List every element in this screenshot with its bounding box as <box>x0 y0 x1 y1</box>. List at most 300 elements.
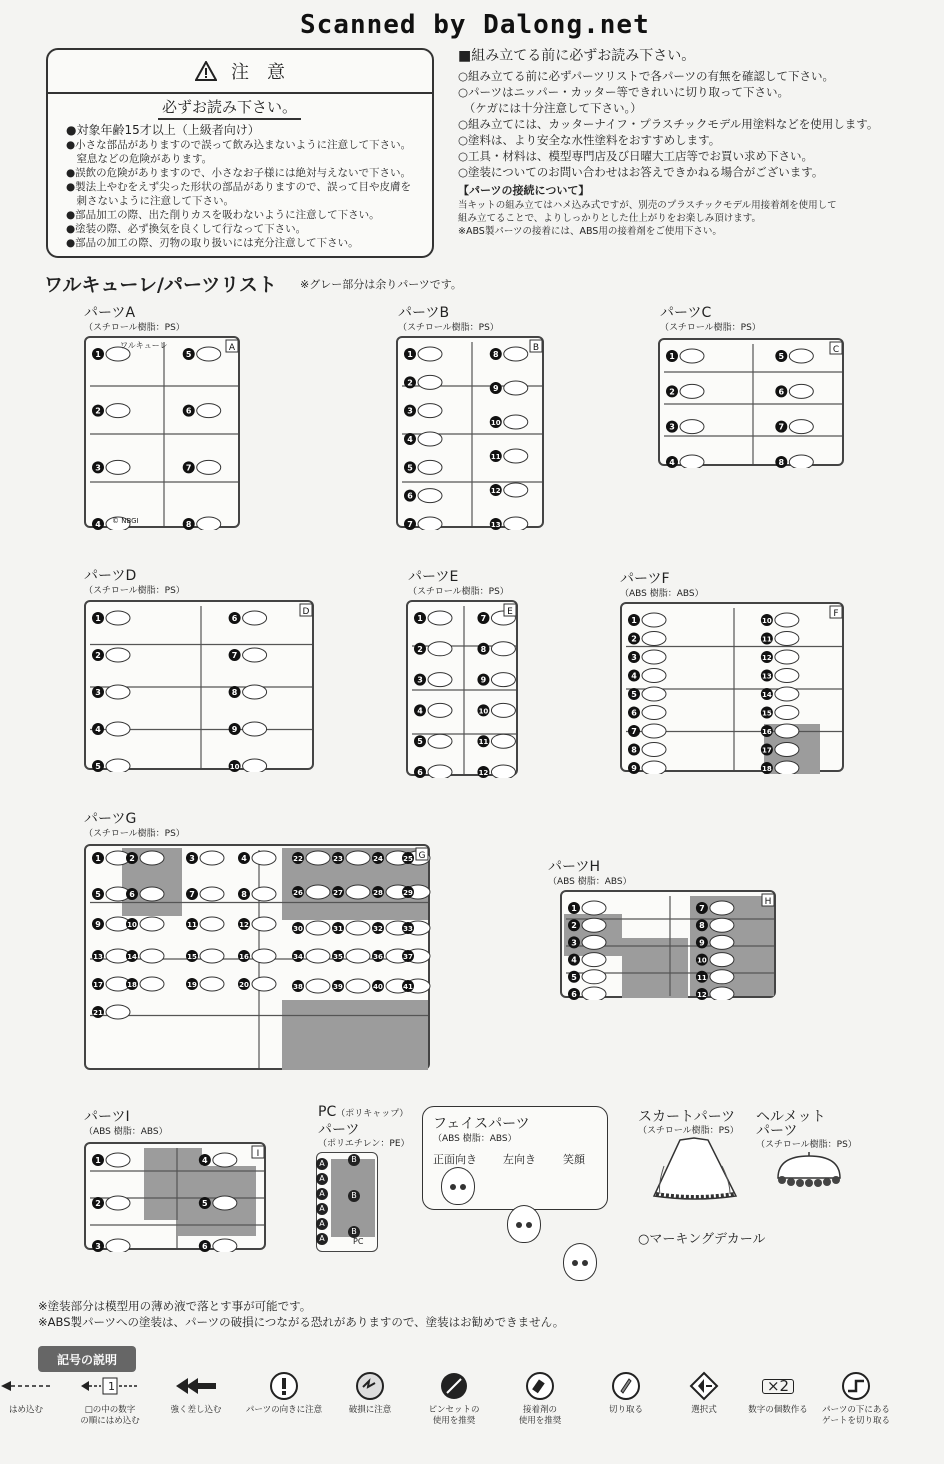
caution-item: 刺さないように注意して下さい。 <box>66 195 234 207</box>
part-number-marker <box>696 971 708 983</box>
tweezers-icon <box>412 1370 496 1402</box>
part-number: 20 <box>239 981 249 989</box>
part-shape <box>775 687 799 701</box>
part-number: 1 <box>571 904 577 913</box>
sprue-a-tag: ワルキューレ <box>120 341 168 350</box>
part-number: 9 <box>699 938 705 948</box>
part-shape <box>418 489 442 503</box>
part-number-marker <box>568 936 580 948</box>
part-number: 27 <box>333 889 343 897</box>
parts-connection-text: 当キットの組み立てはハメ込み式ですが、別売のプラスチックモデル用接着剤を使用して <box>458 200 837 211</box>
part-number: 6 <box>231 614 238 623</box>
part-number-marker <box>372 852 384 864</box>
part-number: 14 <box>127 953 137 961</box>
part-number-marker <box>568 902 580 914</box>
face-view-smile-label: 笑顔 <box>563 1153 585 1166</box>
part-number-marker <box>199 1197 211 1209</box>
part-shape <box>504 483 528 497</box>
part-shape <box>306 921 330 935</box>
face-view-front-label: 正面向き <box>433 1153 477 1166</box>
part-number: 8 <box>241 890 247 899</box>
part-number: 3 <box>95 463 101 473</box>
part-number: 3 <box>407 406 413 416</box>
part-shape <box>418 375 442 389</box>
caution-list <box>66 122 428 250</box>
part-shape <box>491 734 515 748</box>
part-number-marker <box>332 922 344 934</box>
double-arrow-icon <box>154 1370 238 1402</box>
pc-label: PC（ポリキャップ） <box>318 1104 409 1120</box>
sprue-letter: D <box>302 607 310 617</box>
pc-part-b-marker: B <box>348 1226 360 1238</box>
sprue-b-material: （スチロール樹脂：PS） <box>398 323 499 333</box>
face-parts-label: フェイスパーツ <box>433 1116 530 1132</box>
legend-item <box>814 1370 898 1427</box>
part-number: 6 <box>631 708 637 718</box>
legend-item <box>0 1370 68 1416</box>
part-shape <box>252 917 276 931</box>
part-number-marker <box>568 954 580 966</box>
part-shape <box>710 987 734 1000</box>
part-number: 2 <box>129 854 135 863</box>
part-number-marker <box>186 950 198 962</box>
sprue-d-label: パーツD <box>84 568 137 584</box>
part-number-marker <box>666 421 678 433</box>
sprue-letter-marker <box>762 894 774 907</box>
part-number-marker <box>372 886 384 898</box>
part-number: 35 <box>333 953 343 961</box>
part-number-marker <box>92 852 104 864</box>
part-number-marker <box>628 707 640 719</box>
helmet-label-1: ヘルメット <box>756 1109 826 1125</box>
part-number-marker <box>490 348 502 360</box>
legend-item <box>736 1370 820 1416</box>
part-number-marker <box>628 744 640 756</box>
part-shape <box>140 851 164 865</box>
part-number-marker <box>696 919 708 931</box>
part-number: 17 <box>762 746 772 755</box>
part-number: 16 <box>239 953 249 961</box>
sprue-i-material: （ABS 樹脂：ABS） <box>84 1127 168 1137</box>
part-number: 8 <box>778 458 785 467</box>
part-shape <box>642 724 666 738</box>
part-number-marker <box>126 918 138 930</box>
part-number-marker <box>92 405 104 417</box>
part-number-marker <box>775 456 787 468</box>
part-number: 6 <box>129 890 135 899</box>
part-number-marker <box>477 612 489 624</box>
break-icon <box>328 1370 412 1402</box>
part-number: 38 <box>293 983 303 991</box>
part-shape <box>428 673 452 687</box>
sprue-d-material: （スチロール樹脂：PS） <box>84 586 185 596</box>
part-number-marker <box>761 744 773 756</box>
part-number: 1 <box>631 616 637 625</box>
legend-item <box>498 1370 582 1427</box>
parts-connection-text: 組み立てることで、よりしっかりとした仕上がりをお楽しみ頂けます。 <box>458 213 762 224</box>
face-smile-icon <box>563 1243 597 1281</box>
part-number: 4 <box>417 706 423 716</box>
part-number-marker <box>238 888 250 900</box>
part-number-marker <box>628 633 640 645</box>
part-number-marker <box>696 988 708 1000</box>
part-number-marker <box>414 674 426 686</box>
caution-item: ●対象年齢15才以上（上級者向け） <box>66 123 260 137</box>
legend-label: パーツの向きに注意 <box>245 1405 323 1415</box>
sprue-letter-marker <box>300 604 312 617</box>
sprue-f <box>620 602 844 772</box>
part-number: 3 <box>669 422 675 432</box>
caution-item: ●製法上やむをえず尖った形状の部品がありますので、誤って目や皮膚を <box>66 181 411 193</box>
part-number-marker <box>126 978 138 990</box>
arrow-number-icon <box>68 1370 152 1402</box>
sprue-letter: C <box>832 345 840 355</box>
pc-part-a-marker: A <box>316 1203 328 1215</box>
part-shape <box>197 347 221 361</box>
part-number-marker <box>292 852 304 864</box>
part-number: 3 <box>417 675 423 685</box>
sprue-h-material: （ABS 樹脂：ABS） <box>548 877 632 887</box>
part-number-marker <box>490 416 502 428</box>
part-number-marker <box>414 735 426 747</box>
helmet-part-icon <box>770 1150 848 1190</box>
parts-list-title: ワルキューレ/パーツリスト <box>44 274 277 296</box>
part-number: 16 <box>762 728 772 736</box>
part-shape <box>197 404 221 418</box>
part-number: 12 <box>478 769 489 777</box>
parts-connection-heading: 【パーツの接続について】 <box>458 184 590 197</box>
part-number: 23 <box>333 855 343 863</box>
sprue-letter: B <box>532 343 540 353</box>
part-number: 10 <box>762 617 772 625</box>
helmet-material: （スチロール樹脂：PS） <box>756 1140 857 1150</box>
part-number-marker <box>126 950 138 962</box>
part-shape <box>213 1196 237 1210</box>
pre-assembly-notes <box>458 48 898 238</box>
part-number-marker <box>372 980 384 992</box>
part-shape <box>504 381 528 395</box>
sprue-g-label: パーツG <box>84 811 137 827</box>
legend-item <box>584 1370 668 1416</box>
part-shape <box>106 1239 130 1252</box>
part-shape <box>140 949 164 963</box>
part-number: 10 <box>697 956 707 965</box>
part-shape <box>243 722 267 736</box>
part-number-marker <box>292 922 304 934</box>
part-shape <box>243 685 267 699</box>
part-number: 12 <box>762 654 772 662</box>
part-number-marker <box>628 614 640 626</box>
part-number: 4 <box>407 435 413 444</box>
part-number-marker <box>92 518 104 530</box>
part-number: 8 <box>631 745 637 755</box>
part-shape <box>418 517 442 530</box>
sprue-runner-drawing <box>398 338 546 530</box>
sprue-runner-drawing <box>86 846 432 1072</box>
part-number-marker <box>402 950 414 962</box>
part-number: 8 <box>699 921 705 931</box>
part-number-marker <box>238 918 250 930</box>
caution-item: ●小さな部品がありますので誤って飲み込まないように注意して下さい。 <box>66 139 412 151</box>
part-shape <box>642 706 666 720</box>
part-number-marker <box>402 922 414 934</box>
caution-box <box>46 48 434 258</box>
part-shape <box>418 404 442 418</box>
part-shape <box>140 887 164 901</box>
part-number-marker <box>92 1197 104 1209</box>
part-number-marker <box>490 450 502 462</box>
part-shape <box>491 642 515 656</box>
part-number-marker <box>666 456 678 468</box>
part-shape <box>200 917 224 931</box>
part-number-marker <box>372 950 384 962</box>
part-number-marker <box>404 348 416 360</box>
legend-item <box>242 1370 326 1416</box>
sprue-c-label: パーツC <box>660 305 712 321</box>
sprue-e-label: パーツE <box>408 569 459 585</box>
part-number: 24 <box>373 855 383 863</box>
legend-label: 破損に注意 <box>348 1405 392 1415</box>
part-number-marker <box>238 978 250 990</box>
exclamation-icon <box>242 1370 326 1402</box>
sprue-letter: A <box>228 343 236 353</box>
legend-label: 接着剤の 使用を推奨 <box>518 1405 562 1426</box>
part-shape <box>243 648 267 662</box>
legend-label: 数字の個数作る <box>748 1405 808 1415</box>
part-shape <box>252 887 276 901</box>
part-number: 1 <box>669 352 675 361</box>
part-number-marker <box>183 518 195 530</box>
part-number: 36 <box>373 953 383 961</box>
part-number-marker <box>404 490 416 502</box>
skirt-part-icon <box>650 1136 740 1204</box>
part-shape <box>775 706 799 720</box>
part-number: 22 <box>293 855 303 863</box>
sprue-runner-drawing <box>86 1144 268 1252</box>
part-number: 5 <box>778 352 785 361</box>
part-number-marker <box>761 651 773 663</box>
part-shape <box>582 987 606 1000</box>
caution-header <box>48 50 432 94</box>
part-number-marker <box>477 704 489 716</box>
part-shape <box>106 1005 130 1019</box>
part-number: 4 <box>95 725 101 734</box>
part-number-marker <box>402 886 414 898</box>
caution-item: ●塗装の際、必ず換気を良くして行なって下さい。 <box>66 223 307 235</box>
part-number-marker <box>490 518 502 530</box>
sprue-a-material: （スチロール樹脂：PS） <box>84 323 185 333</box>
pc-label-parts: パーツ <box>318 1122 360 1138</box>
part-number: 2 <box>95 1199 101 1208</box>
caution-item: ●部品の加工の際、刃物の取り扱いには充分注意して下さい。 <box>66 237 359 249</box>
skirt-material: （スチロール樹脂：PS） <box>638 1126 739 1136</box>
part-shape <box>197 517 221 530</box>
sprue-runner-drawing <box>408 602 520 778</box>
part-shape <box>504 415 528 429</box>
part-shape <box>504 517 528 530</box>
part-number: 1 <box>95 350 101 359</box>
part-shape <box>710 970 734 984</box>
part-number: 7 <box>407 520 413 529</box>
part-number: 12 <box>697 991 707 999</box>
part-shape <box>680 349 704 363</box>
part-number-marker <box>199 1240 211 1252</box>
parts-list-note: ※グレー部分は余りパーツです。 <box>300 278 462 291</box>
part-number: 8 <box>185 520 192 529</box>
part-number-marker <box>490 484 502 496</box>
part-shape <box>418 432 442 446</box>
part-number: 5 <box>571 972 577 982</box>
part-number: 10 <box>478 707 489 716</box>
sprue-letter: H <box>764 897 772 907</box>
part-number-marker <box>568 919 580 931</box>
part-number: 4 <box>669 458 675 467</box>
part-number-marker <box>229 723 241 735</box>
part-number-marker <box>126 852 138 864</box>
spare-parts-region <box>282 1000 428 1070</box>
part-number-marker <box>238 950 250 962</box>
part-shape <box>306 979 330 993</box>
part-number-marker <box>126 888 138 900</box>
parts-connection-text: ※ABS製パーツの接着には、ABS用の接着剤をご使用下さい。 <box>458 226 722 237</box>
part-number-marker <box>186 888 198 900</box>
part-number-marker <box>186 978 198 990</box>
part-number-marker <box>92 888 104 900</box>
part-number-marker <box>761 633 773 645</box>
pre-assembly-item: ○塗料は、より安全な水性塗料をおすすめします。 <box>458 133 721 147</box>
part-number-marker <box>332 886 344 898</box>
part-number: 6 <box>571 990 577 999</box>
part-number-marker <box>696 936 708 948</box>
part-shape <box>642 669 666 683</box>
legend-label: 切り取る <box>608 1405 643 1415</box>
part-number-marker <box>292 886 304 898</box>
part-shape <box>428 642 452 656</box>
part-number-marker <box>761 762 773 774</box>
part-shape <box>775 669 799 683</box>
part-shape <box>775 761 799 774</box>
part-shape <box>789 455 813 468</box>
part-number-marker <box>402 980 414 992</box>
sprue-runner-drawing <box>660 340 846 468</box>
part-number-marker <box>199 1154 211 1166</box>
part-shape <box>106 648 130 662</box>
part-shape <box>252 949 276 963</box>
sprue-a <box>84 336 240 528</box>
part-number-marker <box>238 852 250 864</box>
pre-assembly-item: ○塗装についてのお問い合わせはお答えできかねる場合がございます。 <box>458 165 824 179</box>
part-number: 17 <box>93 981 103 989</box>
pc-part-b-marker: B <box>348 1190 360 1202</box>
part-shape <box>346 949 370 963</box>
spare-parts-region <box>622 938 688 998</box>
part-number: 9 <box>631 764 637 773</box>
pc-material: （ポリエチレン：PE） <box>318 1139 410 1149</box>
sprue-a-label: パーツA <box>84 305 136 321</box>
part-shape <box>106 1196 130 1210</box>
part-number: 13 <box>762 672 772 681</box>
part-number: 5 <box>95 890 101 899</box>
part-number-marker <box>92 461 104 473</box>
part-shape <box>418 347 442 361</box>
part-number: 8 <box>231 688 238 697</box>
caution-item: 窒息などの危険があります。 <box>66 153 213 165</box>
part-number: 5 <box>202 1199 208 1208</box>
part-number: 9 <box>492 384 499 393</box>
part-number-marker <box>92 1006 104 1018</box>
caution-title: 注 意 <box>231 62 285 83</box>
part-number-marker <box>568 988 580 1000</box>
pre-assembly-item: ○組み立てには、カッターナイフ・プラスチックモデル用塗料などを使用します。 <box>458 117 879 131</box>
part-number: 7 <box>185 463 192 473</box>
part-number-marker <box>186 852 198 864</box>
part-number: 18 <box>127 981 137 989</box>
part-number: 11 <box>762 635 772 644</box>
part-number: 2 <box>631 634 637 644</box>
part-number: 13 <box>93 953 103 961</box>
part-number: 7 <box>231 651 238 660</box>
part-shape <box>418 460 442 474</box>
part-number-marker <box>761 725 773 737</box>
legend-label: □の中の数字 の順にはめ込む <box>80 1405 140 1426</box>
part-shape <box>197 460 221 474</box>
part-number: 6 <box>417 768 423 777</box>
part-number-marker <box>92 686 104 698</box>
part-number-marker <box>404 461 416 473</box>
part-number: 1 <box>95 1156 101 1165</box>
part-number-marker <box>477 643 489 655</box>
part-number-marker <box>372 922 384 934</box>
legend-label: パーツの下にある ゲートを切り取る <box>821 1405 890 1426</box>
part-shape <box>642 613 666 627</box>
part-number-marker <box>628 762 640 774</box>
part-shape <box>642 743 666 757</box>
part-shape <box>789 349 813 363</box>
face-parts-material: （ABS 樹脂：ABS） <box>433 1134 517 1144</box>
part-shape <box>775 650 799 664</box>
part-shape <box>106 759 130 772</box>
part-shape <box>106 722 130 736</box>
part-number-marker <box>292 980 304 992</box>
part-shape <box>213 1239 237 1252</box>
part-number: 9 <box>231 725 238 734</box>
part-number: 2 <box>95 651 101 660</box>
arrow-dashed-icon <box>0 1370 68 1402</box>
part-number-marker <box>490 382 502 394</box>
part-number-marker <box>666 385 678 397</box>
part-number: 31 <box>333 925 343 933</box>
part-shape <box>346 885 370 899</box>
part-number: 6 <box>185 406 192 416</box>
part-number: 29 <box>403 889 413 897</box>
sprue-e <box>406 600 518 776</box>
part-shape <box>775 724 799 738</box>
sprue-h-label: パーツH <box>548 859 600 875</box>
face-parts-box <box>422 1106 608 1210</box>
part-shape <box>491 673 515 687</box>
part-number-marker <box>404 433 416 445</box>
pre-assembly-item: ○工具・材料は、模型専門店及び日曜大工店等でお買い求め下さい。 <box>458 149 814 163</box>
part-number: 5 <box>407 463 413 473</box>
part-number: 33 <box>403 925 413 933</box>
part-number: 6 <box>407 491 413 501</box>
part-number: 5 <box>417 737 423 747</box>
sprue-c <box>658 338 844 466</box>
pc-letter-markers <box>316 1152 378 1252</box>
marking-decal-label: ○マーキングデカール <box>638 1232 766 1247</box>
part-number: 28 <box>373 889 383 897</box>
part-number: 5 <box>185 350 192 359</box>
